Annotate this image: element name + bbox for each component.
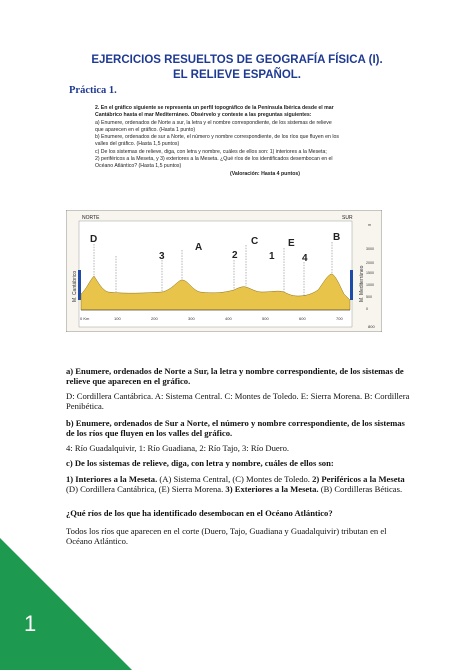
river-number: 3 [159, 251, 165, 262]
answer-b: 4: Río Guadalquivir, 1: Río Guadiana, 2: Río Tajo, 3: Río Duero. [66, 443, 290, 453]
relief-letter: B [333, 232, 341, 243]
answer-c-part1-label: 1) Interiores a la Meseta. [66, 474, 158, 484]
answer-c-part2-label: 2) Periféricos a la Meseta [312, 474, 405, 484]
exercise-line: c) De los sistemas de relieve, diga, con letra y nombre, cuáles de ellos son: 1) interiores a la Meseta; [95, 148, 327, 155]
exercise-line: Cantábrico hasta el mar Mediterráneo. Obsérvelo y conteste a las preguntas siguientes: [95, 112, 312, 119]
x-tick-label: 0 Km [80, 316, 90, 321]
river-number: 4 [302, 253, 308, 264]
question-c: c) De los sistemas de relieve, diga, con letra y nombre, cuáles de ellos son: [66, 458, 334, 468]
answer-a: D: Cordillera Cantábrica. A: Sistema Central. C: Montes de Toledo. E: Sierra Morena. B: Cordillera Penibética. [66, 391, 410, 412]
relief-letter: E [288, 238, 295, 249]
answer-c [66, 474, 414, 494]
relief-letter: A [195, 242, 203, 253]
page-number: 1 [24, 611, 37, 636]
answer-c-part3-label: 3) Exteriores a la Meseta. [225, 484, 319, 495]
exercise-line: que aparecen en el gráfico. (Hasta 1 punto) [95, 126, 196, 133]
x-tick-label: 200 [151, 316, 158, 321]
x-tick-label: 400 [225, 316, 232, 321]
plot-area [79, 221, 352, 327]
y-tick-label: 3000 [366, 247, 374, 251]
y-tick-label: 1000 [366, 283, 374, 287]
question-b: b) Enumere, ordenados de Sur a Norte, el número y nombre correspondiente, de los sistemas de los ríos que fluyen en los valles del gráfico. [66, 418, 405, 439]
corner-decoration [0, 538, 132, 670]
river-number: 2 [232, 250, 238, 261]
exercise-line: a) Enumere, ordenados de Norte a sur, la letra y el nombre correspondiente, de los sistemas de relieve [95, 119, 332, 126]
cantabric-sea-label: M. Cantábrico [72, 270, 78, 302]
y-tick-label: 500 [366, 295, 372, 299]
practice-heading: Práctica 1. [69, 85, 117, 96]
y-tick-label: 0 [366, 307, 368, 311]
y-tick-label: m [368, 223, 371, 227]
north-label: NORTE [82, 215, 100, 221]
x-tick-label: 800 [368, 324, 375, 329]
x-tick-label: 700 [336, 316, 343, 321]
x-tick-label: 100 [114, 316, 121, 321]
answer-c-part1: (A) Sistema Central, (C) Montes de Toledo. [157, 474, 313, 484]
right-sea-bar [350, 270, 353, 300]
exercise-line: valles del gráfico. (Hasta 1,5 puntos) [95, 141, 180, 148]
exercise-statement [95, 105, 395, 178]
left-sea-bar [78, 270, 81, 300]
answer-d: Todos los ríos que aparecen en el corte (Duero, Tajo, Guadiana y Guadalquivir) tributan en el Océano Atlántico. [66, 526, 387, 547]
mediterranean-sea-label: M. Mediterráneo [359, 265, 365, 302]
y-tick-label: 1500 [366, 271, 374, 275]
river-number: 1 [269, 251, 275, 262]
question-d: ¿Qué ríos de los que ha identificado desembocan en el Océano Atlántico? [66, 508, 333, 518]
relief-letter: C [251, 236, 259, 247]
exercise-line: b) Enumere, ordenados de sur a Norte, el número y nombre correspondiente, de los ríos que fluyen en los [95, 134, 339, 141]
x-tick-label: 500 [262, 316, 269, 321]
x-tick-label: 600 [299, 316, 306, 321]
x-tick-label: 300 [188, 316, 195, 321]
south-label: SUR [342, 215, 353, 221]
exercise-line: 2) periféricos a la Meseta, y 3) exteriores a la Meseta. ¿Qué ríos de los identificados desembocan en el [95, 156, 333, 163]
question-a: a) Enumere, ordenados de Norte a Sur, la letra y nombre correspondiente, de los sistemas de relieve que aparecen en el gráfico. [66, 366, 404, 387]
valuation-note: (Valoración: Hasta 4 puntos) [229, 170, 301, 177]
answer-c-part2: (D) Cordillera Cantábrica, (E) Sierra Morena. [66, 484, 226, 495]
answer-c-part3: (B) Cordilleras Béticas. [318, 484, 403, 495]
y-tick-label: 2000 [366, 261, 374, 265]
exercise-line: Océano Atlántico? (Hasta 1,5 puntos) [95, 163, 182, 170]
exercise-line: 2. En el gráfico siguiente se representa un perfil topográfico de la Península Ibérica desde el mar [95, 105, 334, 111]
relief-letter: D [90, 234, 98, 245]
document-title-line1: EJERCICIOS RESUELTOS DE GEOGRAFÍA FÍSICA (I). [91, 54, 383, 66]
document-title-line2: EL RELIEVE ESPAÑOL. [172, 69, 302, 81]
topographic-profile-figure [66, 210, 382, 332]
